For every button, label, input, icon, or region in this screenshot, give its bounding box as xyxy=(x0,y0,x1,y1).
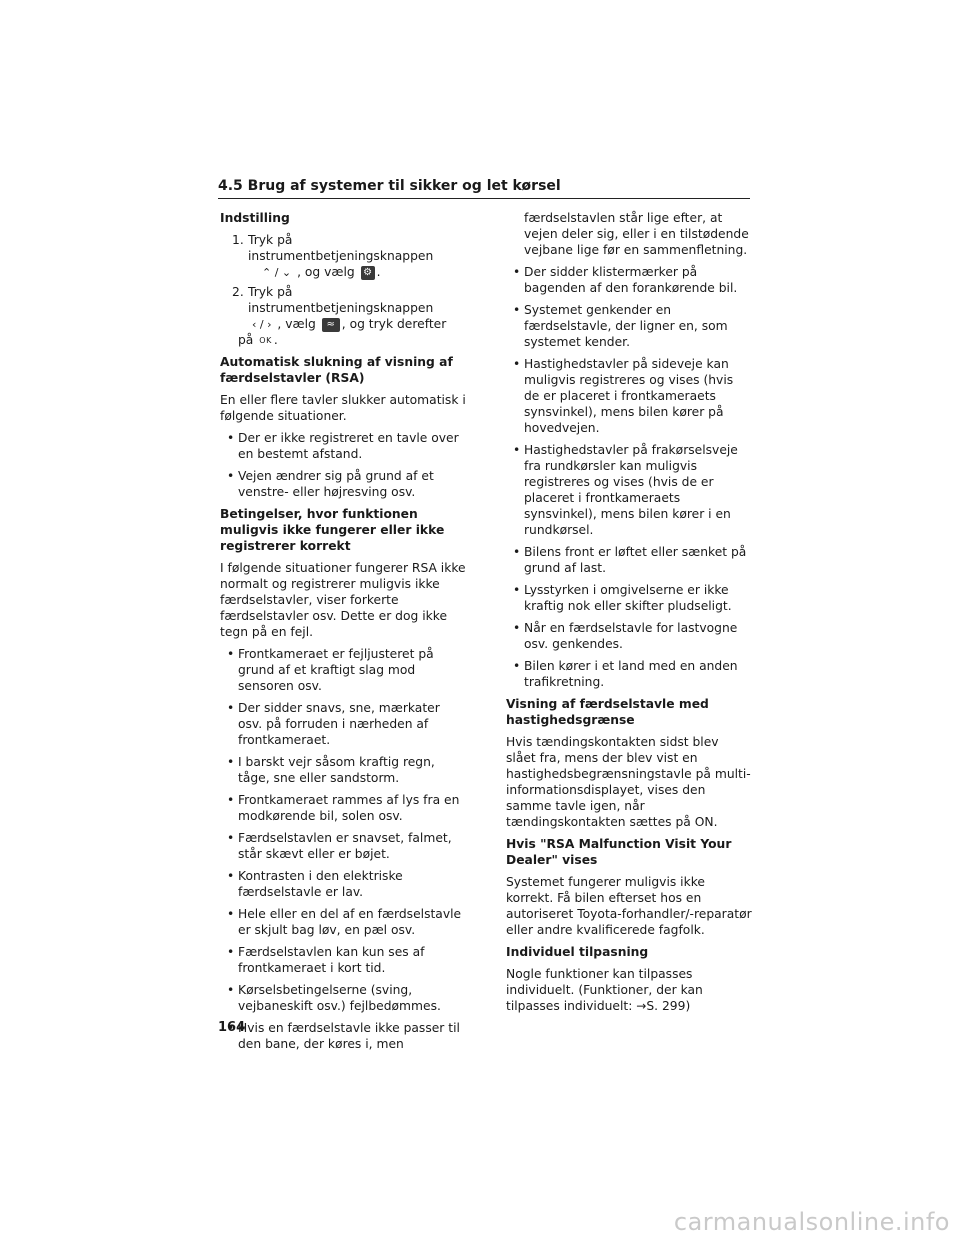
list-item: • Systemet genkender en færdselstavle, der ligner en, som systemet kender. xyxy=(506,302,752,350)
list-item: • Kontrasten i den elektriske færdselstavle er lav. xyxy=(220,868,466,900)
heading-auto-off: Automatisk slukning af visning af færdselstavler (RSA) xyxy=(220,355,453,385)
list-item: • Hele eller en del af en færdselstavle er skjult bag løv, en pæl osv. xyxy=(220,906,466,938)
list-item: • Der sidder klistermærker på bagenden af den forankørende bil. xyxy=(506,264,752,296)
section-header xyxy=(218,178,750,199)
list-item: • Hvis en færdselstavle ikke passer til den bane, der køres i, men xyxy=(220,1020,466,1052)
section-title: 4.5 Brug af systemer til sikker og let kørsel xyxy=(218,178,561,194)
step-2 xyxy=(220,284,466,348)
step-number: 2. xyxy=(232,285,244,299)
paragraph-customization xyxy=(506,966,752,1014)
step-text: , og vælg xyxy=(297,265,355,279)
paragraph-speed-display: Hvis tændingskontakten sidst blev slået fra, mens der blev vist en hastighedsbegrænsningstavle på multi-informationsdisplayet, vises den samme tavle igen, når tændingskontakten sættes på ON. xyxy=(506,735,751,829)
heading-customization: Individuel tilpasning xyxy=(506,945,649,959)
gear-icon: ⚙ xyxy=(361,266,375,280)
conditions-list-continued xyxy=(506,264,752,690)
step-text: Tryk på instrumentbetjeningsknappen xyxy=(248,285,434,315)
step-1 xyxy=(220,232,466,280)
step-text: Tryk på instrumentbetjeningsknappen xyxy=(248,233,434,263)
heading-speed-display: Visning af færdselstavle med hastighedsgrænse xyxy=(506,697,709,727)
list-item: • Når en færdselstavle for lastvogne osv. genkendes. xyxy=(506,620,752,652)
road-sign-icon: ≈ xyxy=(322,318,340,332)
list-item: • Hastighedstavler på frakørselsveje fra rundkørsler kan muligvis registreres og vises (hvis de er placeret i frontkameraets synsvinkel), mens bilen kører i en rundkørsel. xyxy=(506,442,752,538)
list-item: • Bilen kører i et land med en anden trafikretning. xyxy=(506,658,752,690)
paragraph-conditions: I følgende situationer fungerer RSA ikke normalt og registrerer muligvis ikke færdselstavler, viser forkerte færdselstavler osv. Dette er dog ikke tegn på en fejl. xyxy=(220,561,466,639)
list-item: • Der er ikke registreret en tavle over en bestemt afstand. xyxy=(220,430,466,462)
list-item: • Vejen ændrer sig på grund af et venstre- eller højresving osv. xyxy=(220,468,466,500)
heading-settings: Indstilling xyxy=(220,211,290,225)
heading-malfunction: Hvis "RSA Malfunction Visit Your Dealer" vises xyxy=(506,837,732,867)
list-item: • Der sidder snavs, sne, mærkater osv. på forruden i nærheden af frontkameraet. xyxy=(220,700,466,748)
list-item: • Hastighedstavler på sideveje kan muligvis registreres og vises (hvis de er placeret i frontkameraets synsvinkel), mens bilen kører på hovedvejen. xyxy=(506,356,752,436)
up-down-arrows-icon: ⌃ / ⌄ xyxy=(262,265,292,279)
right-column xyxy=(506,210,752,1020)
heading-conditions: Betingelser, hvor funktionen muligvis ikke fungerer eller ikke registrerer korrekt xyxy=(220,507,445,553)
list-item: • Bilens front er løftet eller sænket på grund af last. xyxy=(506,544,752,576)
list-item: • Færdselstavlen er snavset, falmet, står skævt eller er bøjet. xyxy=(220,830,466,862)
step-text: , vælg xyxy=(277,317,316,331)
step-text: på xyxy=(238,333,254,347)
customization-text: Nogle funktioner kan tilpasses individuelt. (Funktioner, der kan tilpasses individuelt: xyxy=(506,967,703,1013)
paragraph-malfunction: Systemet fungerer muligvis ikke korrekt. Få bilen efterset hos en autoriseret Toyota-forhandler/-reparatør eller andre kvalificerede fagfolk. xyxy=(506,875,752,937)
list-item: • Lysstyrken i omgivelserne er ikke kraftig nok eller skifter pludseligt. xyxy=(506,582,752,614)
list-item: • Frontkameraet er fejljusteret på grund af et kraftigt slag mod sensoren osv. xyxy=(220,646,466,694)
arrow-right-icon: → xyxy=(636,999,647,1013)
page-number: 164 xyxy=(218,1020,246,1035)
conditions-list xyxy=(220,646,466,1052)
list-item: • Kørselsbetingelserne (sving, vejbaneskift osv.) fejlbedømmes. xyxy=(220,982,466,1014)
list-item: • Frontkameraet rammes af lys fra en modkørende bil, solen osv. xyxy=(220,792,466,824)
left-right-arrows-icon: ‹ / › xyxy=(252,317,272,331)
ok-button-icon: OK xyxy=(259,335,272,345)
step-number: 1. xyxy=(232,233,244,247)
left-column xyxy=(220,210,466,1058)
step-text: . xyxy=(273,333,278,347)
auto-off-list xyxy=(220,430,466,500)
list-item-continued: færdselstavlen står lige efter, at vejen deler sig, eller i en tilstødende vejbane lige før en sammenfletning. xyxy=(524,211,749,257)
page-reference-link[interactable]: S. 299) xyxy=(646,999,691,1013)
step-text: , og tryk derefter xyxy=(341,317,447,331)
list-item: • I barskt vejr såsom kraftig regn, tåge, sne eller sandstorm. xyxy=(220,754,466,786)
settings-steps xyxy=(220,232,466,348)
step-text: . xyxy=(376,265,381,279)
paragraph-auto-off: En eller flere tavler slukker automatisk i følgende situationer. xyxy=(220,393,466,423)
list-item: • Færdselstavlen kan kun ses af frontkameraet i kort tid. xyxy=(220,944,466,976)
watermark: carmanualsonline.info xyxy=(673,1208,950,1236)
